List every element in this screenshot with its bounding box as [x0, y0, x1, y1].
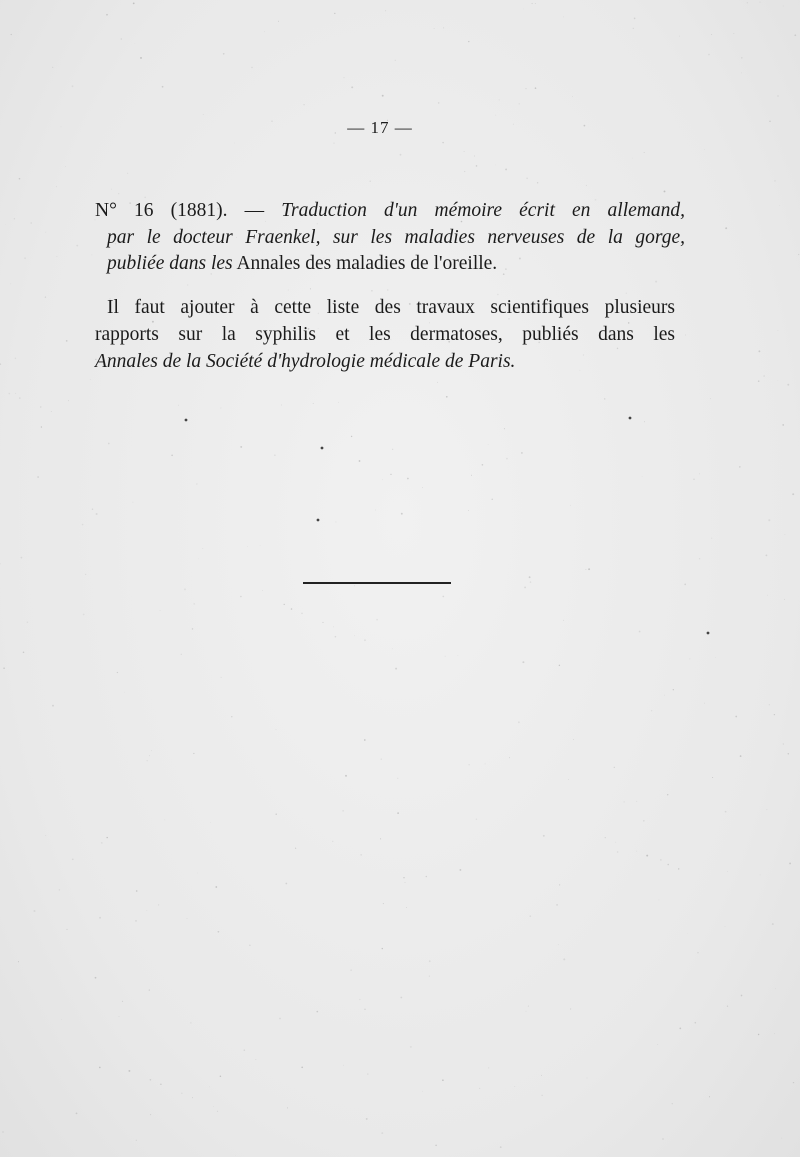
entry-line-2: [95, 225, 685, 252]
entry-title-part-3: publiée dans les: [107, 253, 233, 274]
bibliography-entry: [95, 198, 685, 278]
entry-line-1: [95, 198, 685, 225]
entry-journal: Annales des maladies de l'oreille.: [236, 253, 498, 274]
section-divider-rule: [303, 582, 451, 584]
entry-title-part-1: Traduction d'un mémoire écrit en allemand,: [281, 200, 685, 221]
closing-paragraph: [95, 294, 675, 375]
page-number: — 17 —: [347, 118, 413, 137]
entry-title-part-2: par le docteur Fraenkel, sur les maladies nerveuses de la gorge,: [107, 226, 685, 248]
entry-line-3: [95, 251, 685, 278]
paragraph-line-2: rapports sur la syphilis et les dermatoses, publiés dans les: [95, 324, 675, 345]
paragraph-line-3: Annales de la Société d'hydrologie médicale de Paris.: [95, 351, 516, 372]
paragraph-line-1: Il faut ajouter à cette liste des travaux scientifiques plusieurs: [107, 297, 675, 318]
entry-number: N° 16 (1881).: [95, 200, 228, 221]
entry-dash: —: [244, 200, 265, 221]
